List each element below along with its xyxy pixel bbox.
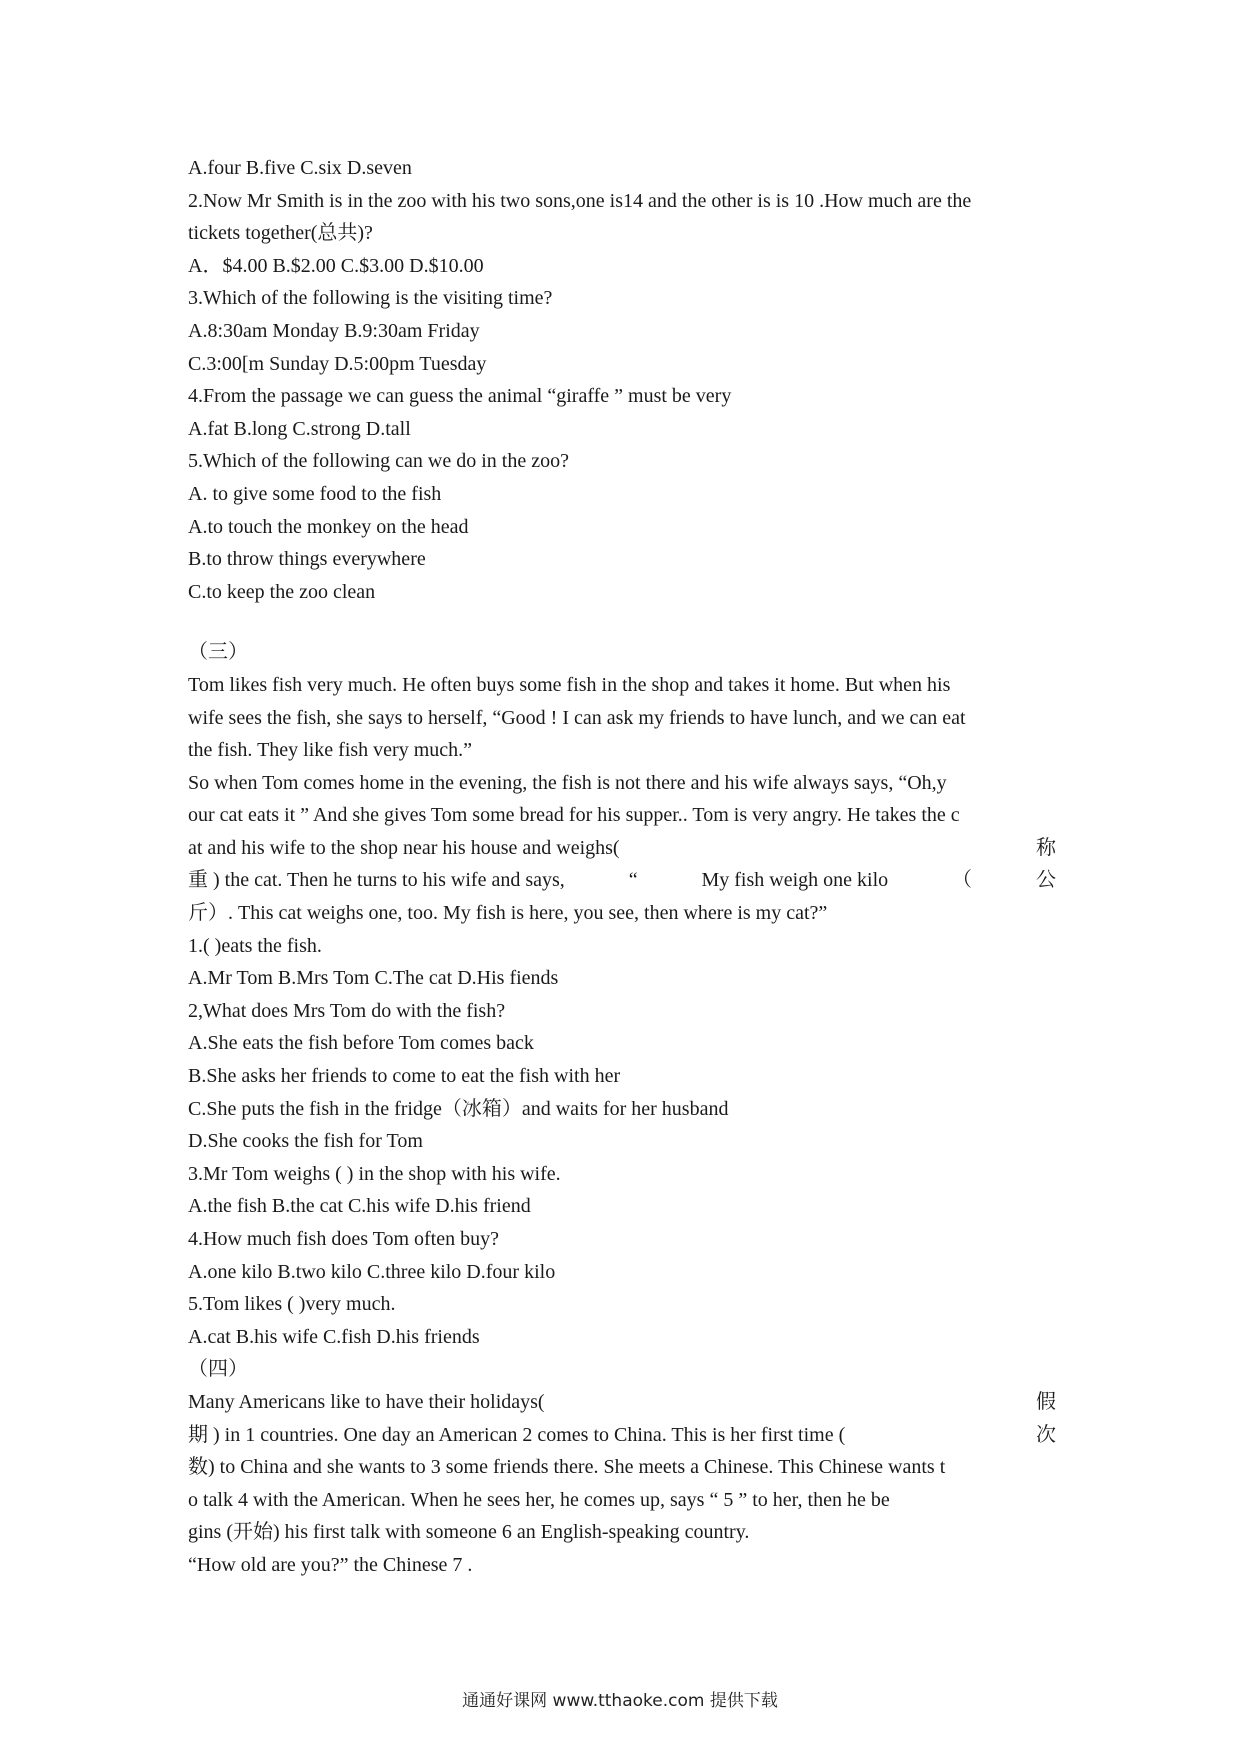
passage-line: 数) to China and she wants to 3 some friends there. She meets a Chinese. This Chinese wants t [188, 1456, 946, 1479]
question-line: C.She puts the fish in the fridge（冰箱）and waits for her husband [188, 1097, 729, 1120]
passage-line: gins (开始) his first talk with someone 6 an English-speaking country. [188, 1521, 750, 1544]
passage-text: 期 ) in 1 countries. One day an American 2 comes to China. This is her first time ( [188, 1423, 846, 1446]
question-line: 4.From the passage we can guess the animal “giraffe ” must be very [188, 385, 732, 408]
question-line: A.She eats the fish before Tom comes back [188, 1032, 534, 1055]
question-line: C.3:00[m Sunday D.5:00pm Tuesday [188, 352, 487, 375]
passage-line-split [188, 832, 1056, 865]
question-line: D.She cooks the fish for Tom [188, 1130, 423, 1153]
section-3-questions [188, 930, 1056, 1354]
question-line: A. to give some food to the fish [188, 482, 442, 505]
question-line: 3.Which of the following is the visiting time? [188, 287, 553, 310]
section-3-passage [188, 669, 1056, 832]
passage-line: Tom likes fish very much. He often buys some fish in the shop and takes it home. But when his [188, 673, 951, 696]
question-line: A．$4.00 B.$2.00 C.$3.00 D.$10.00 [188, 254, 484, 277]
passage-line-split [188, 864, 1056, 897]
question-line: 1.( )eats the fish. [188, 934, 322, 957]
passage-text: 次 [1036, 1423, 1056, 1446]
passage-text: 公 [1035, 869, 1056, 892]
reading-section-4 [188, 1353, 1056, 1581]
document-body [188, 152, 1056, 1582]
passage-line: 斤）. This cat weighs one, too. My fish is here, you see, then where is my cat?” [188, 902, 828, 925]
passage-text: （ [952, 869, 973, 892]
page-footer: 通通好课网 www.tthaoke.com 提供下载 [462, 1691, 778, 1711]
question-line: 2.Now Mr Smith is in the zoo with his two sons,one is14 and the other is is 10 .How much are the [188, 189, 972, 212]
passage-text: 重 ) the cat. Then he turns to his wife and says, [188, 869, 565, 892]
reading-part-2-questions [188, 152, 1056, 608]
passage-line: o talk 4 with the American. When he sees her, he comes up, says “ 5 ” to her, then he be [188, 1488, 890, 1511]
question-line: A.fat B.long C.strong D.tall [188, 417, 411, 440]
passage-line-split [188, 1386, 1056, 1419]
passage-line: our cat eats it ” And she gives Tom some bread for his supper.. Tom is very angry. He takes the c [188, 804, 960, 827]
question-line: 4.How much fish does Tom often buy? [188, 1228, 499, 1250]
question-line: 2,What does Mrs Tom do with the fish? [188, 999, 506, 1022]
passage-text: 假 [1036, 1390, 1056, 1413]
passage-line: “How old are you?” the Chinese 7 . [188, 1553, 473, 1576]
question-line: tickets together(总共)? [188, 222, 373, 245]
question-line: B.She asks her friends to come to eat the fish with her [188, 1065, 621, 1088]
section-heading: （三） [188, 641, 248, 664]
question-line: 5.Which of the following can we do in the zoo? [188, 450, 569, 473]
passage-text: 称 [1036, 836, 1056, 859]
passage-line: So when Tom comes home in the evening, the fish is not there and his wife always says, “Oh,y [188, 771, 947, 794]
question-line: A.cat B.his wife C.fish D.his friends [188, 1325, 480, 1348]
section-gap [188, 608, 1056, 636]
question-line: A.four B.five C.six D.seven [188, 157, 412, 179]
question-line: B.to throw things everywhere [188, 548, 426, 571]
passage-text: at and his wife to the shop near his house and weighs( [188, 836, 620, 859]
passage-line: the fish. They like fish very much.” [188, 739, 473, 762]
question-line: A.one kilo B.two kilo C.three kilo D.four kilo [188, 1260, 556, 1283]
passage-line: wife sees the fish, she says to herself, “Good ! I can ask my friends to have lunch, and we can eat [188, 706, 966, 729]
question-line: 5.Tom likes ( )very much. [188, 1293, 396, 1316]
question-line: A.8:30am Monday B.9:30am Friday [188, 319, 480, 342]
passage-text: Many Americans like to have their holidays( [188, 1390, 545, 1413]
passage-line-split [188, 1419, 1056, 1452]
question-line: C.to keep the zoo clean [188, 580, 376, 603]
question-line: A.the fish B.the cat C.his wife D.his friend [188, 1195, 531, 1218]
question-line: 3.Mr Tom weighs ( ) in the shop with his wife. [188, 1162, 561, 1185]
question-line: A.to touch the monkey on the head [188, 515, 469, 538]
reading-section-3 [188, 636, 1056, 1353]
passage-text: My fish weigh one kilo [701, 869, 889, 892]
question-line: A.Mr Tom B.Mrs Tom C.The cat D.His fiends [188, 967, 559, 990]
section-4-passage [188, 1451, 1056, 1581]
passage-text: “ [628, 869, 638, 892]
section-heading: （四） [188, 1358, 248, 1381]
